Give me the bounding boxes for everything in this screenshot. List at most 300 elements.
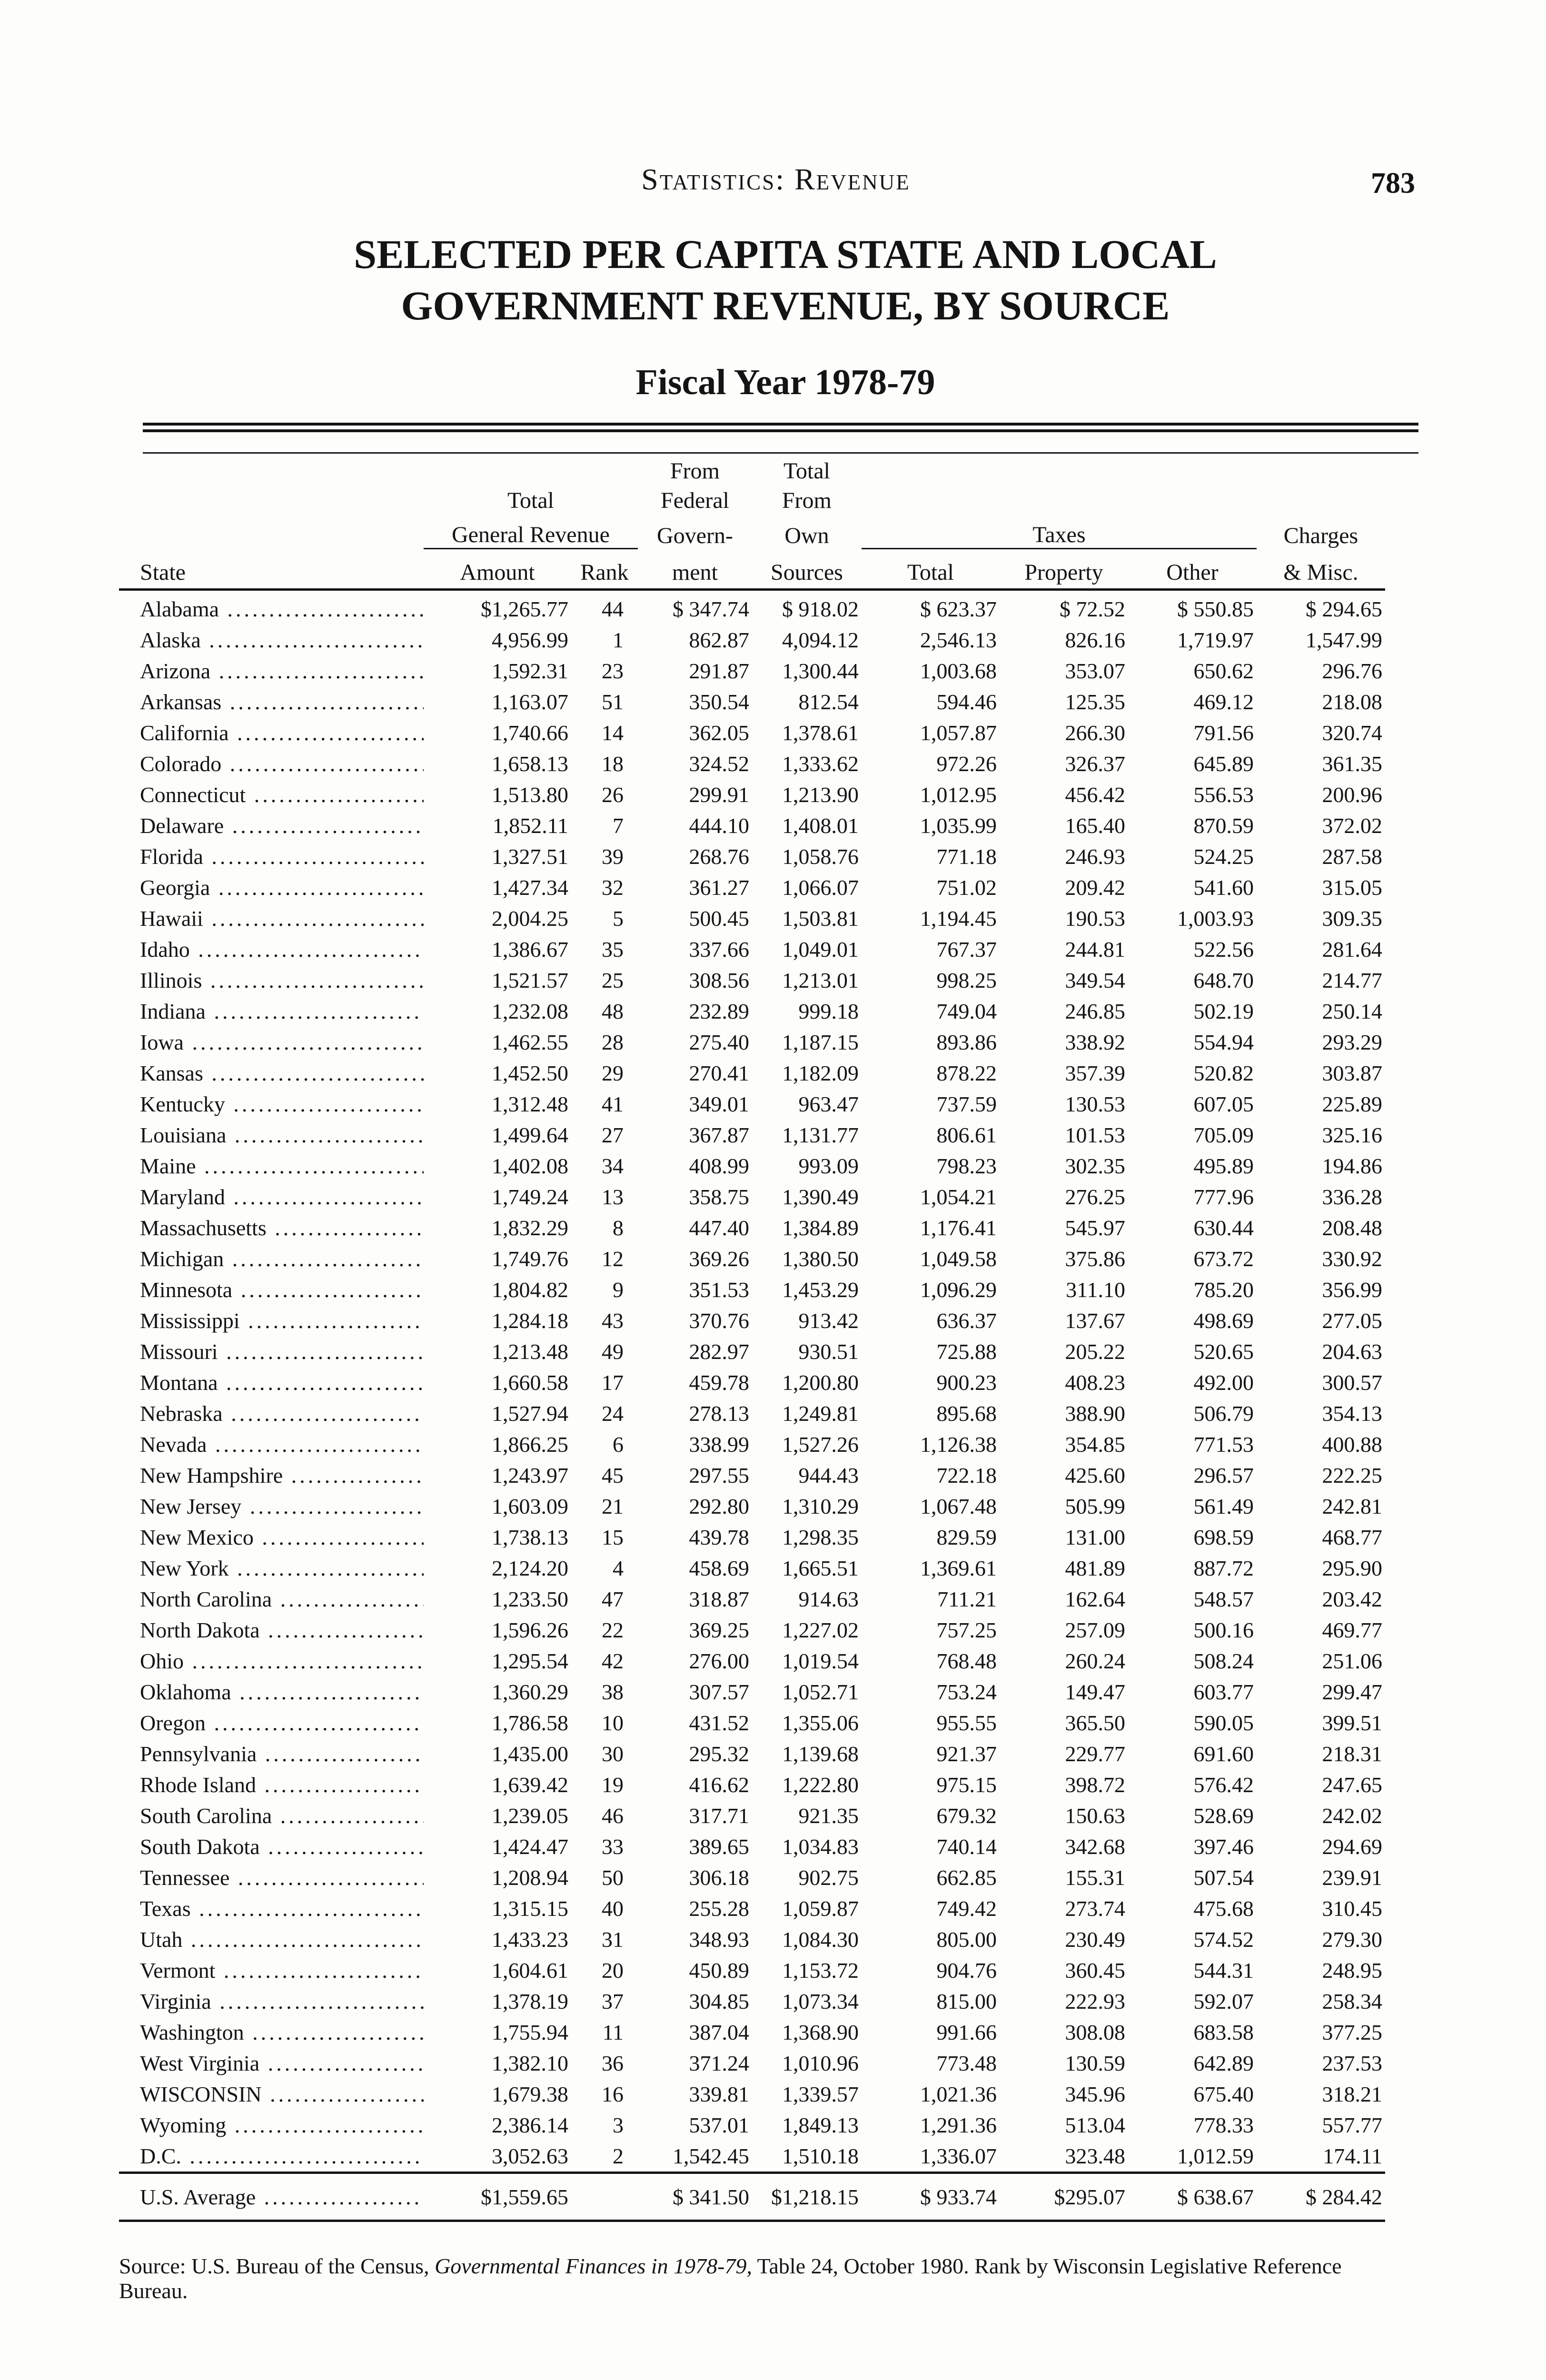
own-sources-cell: 1,453.29 bbox=[782, 1278, 859, 1302]
own-sources-cell: 999.18 bbox=[798, 999, 859, 1023]
table-row bbox=[119, 1058, 1385, 1089]
amount-cell: 1,382.10 bbox=[492, 2051, 568, 2075]
amount-cell: 1,378.19 bbox=[492, 1989, 568, 2013]
taxes-other-cell: 397.46 bbox=[1193, 1835, 1254, 1859]
taxes-other-cell: 648.70 bbox=[1193, 968, 1254, 992]
table-row bbox=[119, 1212, 1385, 1243]
rank-cell: 36 bbox=[602, 2051, 624, 2075]
rank-cell: 40 bbox=[602, 1896, 624, 1921]
federal-cell: 431.52 bbox=[689, 1711, 749, 1735]
amount-cell: 1,658.13 bbox=[492, 752, 568, 776]
charges-cell: 242.81 bbox=[1322, 1494, 1382, 1518]
taxes-total-cell: 725.88 bbox=[936, 1339, 997, 1364]
amount-cell: 1,513.80 bbox=[492, 783, 568, 807]
taxes-property-cell: 101.53 bbox=[1065, 1123, 1125, 1147]
own-sources-cell: 1,849.13 bbox=[782, 2113, 859, 2137]
own-sources-cell: 1,368.90 bbox=[782, 2020, 859, 2044]
own-sources-cell: 1,510.18 bbox=[782, 2144, 859, 2168]
rank-cell: 31 bbox=[602, 1927, 624, 1952]
own-sources-cell: 1,384.89 bbox=[782, 1216, 859, 1240]
federal-cell: 324.52 bbox=[689, 752, 749, 776]
taxes-property-cell: 260.24 bbox=[1065, 1649, 1125, 1673]
charges-cell: 247.65 bbox=[1322, 1773, 1382, 1797]
taxes-total-cell: 1,054.21 bbox=[920, 1185, 997, 1209]
taxes-property-cell: 326.37 bbox=[1065, 752, 1125, 776]
page-title bbox=[267, 228, 1304, 331]
state-name: WISCONSIN ..... bbox=[119, 2079, 424, 2110]
charges-cell: 330.92 bbox=[1322, 1247, 1382, 1271]
taxes-other-cell: 870.59 bbox=[1193, 813, 1254, 838]
table-row bbox=[119, 1738, 1385, 1769]
taxes-other-cell: 1,719.97 bbox=[1177, 628, 1254, 652]
state-name: Texas ..... bbox=[119, 1893, 424, 1924]
table-row bbox=[119, 1243, 1385, 1274]
taxes-total-cell: 1,012.95 bbox=[920, 783, 997, 807]
own-sources-cell: 914.63 bbox=[798, 1587, 859, 1611]
table-row bbox=[119, 2048, 1385, 2079]
federal-cell: 304.85 bbox=[689, 1989, 749, 2013]
col-charges-l1: Charges bbox=[1283, 523, 1358, 548]
own-sources-cell: 930.51 bbox=[798, 1339, 859, 1364]
table-row bbox=[119, 1553, 1385, 1584]
rank-cell: 14 bbox=[602, 721, 624, 745]
charges-cell: 468.77 bbox=[1322, 1525, 1382, 1549]
taxes-property-cell: 130.53 bbox=[1065, 1092, 1125, 1116]
taxes-property-cell: 276.25 bbox=[1065, 1185, 1125, 1209]
rank-cell: 13 bbox=[602, 1185, 624, 1209]
rank-cell: 34 bbox=[602, 1154, 624, 1178]
federal-cell: 275.40 bbox=[689, 1030, 749, 1054]
federal-cell: 458.69 bbox=[689, 1556, 749, 1580]
taxes-total-cell: 711.21 bbox=[937, 1587, 997, 1611]
taxes-property-cell: 349.54 bbox=[1065, 968, 1125, 992]
avg-own-sources-cell: $1,218.15 bbox=[752, 2173, 862, 2221]
col-charges-l2: & Misc. bbox=[1257, 549, 1385, 590]
taxes-property-cell: 408.23 bbox=[1065, 1370, 1125, 1395]
taxes-other-cell: 574.52 bbox=[1193, 1927, 1254, 1952]
rank-cell: 26 bbox=[602, 783, 624, 807]
own-sources-cell: 1,298.35 bbox=[782, 1525, 859, 1549]
charges-cell: 277.05 bbox=[1322, 1309, 1382, 1333]
own-sources-cell: 1,139.68 bbox=[782, 1742, 859, 1766]
state-name: New York ..... bbox=[119, 1553, 424, 1584]
table-row bbox=[119, 1491, 1385, 1522]
taxes-total-cell: 751.02 bbox=[936, 875, 997, 900]
taxes-other-cell: 528.69 bbox=[1193, 1804, 1254, 1828]
own-sources-cell: 1,213.90 bbox=[782, 783, 859, 807]
state-name: Nebraska ..... bbox=[119, 1398, 424, 1429]
taxes-property-cell: 375.86 bbox=[1065, 1247, 1125, 1271]
taxes-total-cell: 900.23 bbox=[936, 1370, 997, 1395]
taxes-property-cell: 246.85 bbox=[1065, 999, 1125, 1023]
charges-cell: 294.69 bbox=[1322, 1835, 1382, 1859]
state-name: D.C. ..... bbox=[119, 2141, 424, 2173]
charges-cell: 315.05 bbox=[1322, 875, 1382, 900]
own-sources-cell: 1,131.77 bbox=[782, 1123, 859, 1147]
rank-cell: 18 bbox=[602, 752, 624, 776]
federal-cell: $ 347.74 bbox=[673, 597, 749, 621]
table-row bbox=[119, 779, 1385, 810]
taxes-other-cell: 777.96 bbox=[1193, 1185, 1254, 1209]
table-row bbox=[119, 1460, 1385, 1491]
rank-cell: 9 bbox=[613, 1278, 624, 1302]
state-name: New Mexico ..... bbox=[119, 1522, 424, 1553]
avg-taxes-other-cell: $ 638.67 bbox=[1128, 2173, 1257, 2221]
rank-cell: 42 bbox=[602, 1649, 624, 1673]
fiscal-year-subtitle: Fiscal Year 1978-79 bbox=[635, 362, 935, 402]
source-publication: Governmental Finances in 1978-79, bbox=[435, 2254, 752, 2278]
table-row bbox=[119, 1429, 1385, 1460]
state-name: Utah ..... bbox=[119, 1924, 424, 1955]
rank-cell: 6 bbox=[613, 1432, 624, 1457]
federal-cell: 537.01 bbox=[689, 2113, 749, 2137]
taxes-total-cell: 1,067.48 bbox=[920, 1494, 997, 1518]
rank-cell: 19 bbox=[602, 1773, 624, 1797]
col-federal-l2: Federal bbox=[661, 488, 729, 513]
state-name: Alabama ..... bbox=[119, 590, 424, 625]
state-name: Pennsylvania ..... bbox=[119, 1738, 424, 1769]
own-sources-cell: 913.42 bbox=[798, 1309, 859, 1333]
taxes-property-cell: 266.30 bbox=[1065, 721, 1125, 745]
charges-cell: 361.35 bbox=[1322, 752, 1382, 776]
amount-cell: 1,163.07 bbox=[492, 690, 568, 714]
col-total-general-l1: Total bbox=[507, 488, 554, 513]
federal-cell: 367.87 bbox=[689, 1123, 749, 1147]
taxes-total-cell: 991.66 bbox=[936, 2020, 997, 2044]
taxes-property-cell: 149.47 bbox=[1065, 1680, 1125, 1704]
amount-cell: 1,832.29 bbox=[492, 1216, 568, 1240]
charges-cell: 469.77 bbox=[1322, 1618, 1382, 1642]
charges-cell: 258.34 bbox=[1322, 1989, 1382, 2013]
table-row bbox=[119, 655, 1385, 686]
own-sources-cell: 1,010.96 bbox=[782, 2051, 859, 2075]
rank-cell: 27 bbox=[602, 1123, 624, 1147]
rank-cell: 50 bbox=[602, 1865, 624, 1890]
taxes-property-cell: 357.39 bbox=[1065, 1061, 1125, 1085]
state-name: Indiana ..... bbox=[119, 996, 424, 1027]
amount-cell: 1,660.58 bbox=[492, 1370, 568, 1395]
federal-cell: 306.18 bbox=[689, 1865, 749, 1890]
amount-cell: 1,312.48 bbox=[492, 1092, 568, 1116]
taxes-total-cell: 749.42 bbox=[936, 1896, 997, 1921]
taxes-property-cell: 131.00 bbox=[1065, 1525, 1125, 1549]
rank-cell: 21 bbox=[602, 1494, 624, 1518]
rank-cell: 10 bbox=[602, 1711, 624, 1735]
taxes-total-cell: 1,049.58 bbox=[920, 1247, 997, 1271]
taxes-property-cell: 360.45 bbox=[1065, 1958, 1125, 1983]
taxes-total-cell: 1,057.87 bbox=[920, 721, 997, 745]
taxes-property-cell: 257.09 bbox=[1065, 1618, 1125, 1642]
federal-cell: 362.05 bbox=[689, 721, 749, 745]
col-own-l2: From bbox=[782, 488, 832, 513]
taxes-other-cell: 675.40 bbox=[1193, 2082, 1254, 2106]
taxes-other-cell: 698.59 bbox=[1193, 1525, 1254, 1549]
amount-cell: 1,639.42 bbox=[492, 1773, 568, 1797]
taxes-other-cell: 705.09 bbox=[1193, 1123, 1254, 1147]
charges-cell: 372.02 bbox=[1322, 813, 1382, 838]
charges-cell: 242.02 bbox=[1322, 1804, 1382, 1828]
charges-cell: 174.11 bbox=[1323, 2144, 1382, 2168]
charges-cell: 200.96 bbox=[1322, 783, 1382, 807]
taxes-other-cell: 498.69 bbox=[1193, 1309, 1254, 1333]
charges-cell: 293.29 bbox=[1322, 1030, 1382, 1054]
own-sources-cell: 1,153.72 bbox=[782, 1958, 859, 1983]
taxes-other-cell: 556.53 bbox=[1193, 783, 1254, 807]
taxes-total-cell: 771.18 bbox=[936, 844, 997, 869]
federal-cell: 447.40 bbox=[689, 1216, 749, 1240]
source-suffix: Table 24, October 1980. Rank by Wisconsin Legislative Reference Bureau. bbox=[119, 2254, 1342, 2303]
taxes-property-cell: 229.77 bbox=[1065, 1742, 1125, 1766]
own-sources-cell: 1,339.57 bbox=[782, 2082, 859, 2106]
charges-cell: 1,547.99 bbox=[1306, 628, 1382, 652]
taxes-total-cell: 737.59 bbox=[936, 1092, 997, 1116]
charges-cell: 557.77 bbox=[1322, 2113, 1382, 2137]
taxes-other-cell: 296.57 bbox=[1193, 1463, 1254, 1488]
federal-cell: 862.87 bbox=[689, 628, 749, 652]
table-row bbox=[119, 1150, 1385, 1181]
own-sources-cell: 1,300.44 bbox=[782, 659, 859, 683]
amount-cell: 1,208.94 bbox=[492, 1865, 568, 1890]
table-row bbox=[119, 1800, 1385, 1831]
own-sources-cell: 1,527.26 bbox=[782, 1432, 859, 1457]
amount-cell: 1,295.54 bbox=[492, 1649, 568, 1673]
state-name: Mississippi ..... bbox=[119, 1305, 424, 1336]
charges-cell: 354.13 bbox=[1322, 1401, 1382, 1426]
avg-taxes-total-cell: $ 933.74 bbox=[862, 2173, 1000, 2221]
taxes-property-cell: 205.22 bbox=[1065, 1339, 1125, 1364]
taxes-total-cell: 767.37 bbox=[936, 937, 997, 962]
amount-cell: $1,265.77 bbox=[481, 597, 568, 621]
amount-cell: 1,521.57 bbox=[492, 968, 568, 992]
rank-cell: 44 bbox=[602, 597, 624, 621]
own-sources-cell: 1,049.01 bbox=[782, 937, 859, 962]
taxes-other-cell: 506.79 bbox=[1193, 1401, 1254, 1426]
charges-cell: 218.31 bbox=[1322, 1742, 1382, 1766]
state-name: Louisiana ..... bbox=[119, 1120, 424, 1150]
state-name: Alaska ..... bbox=[119, 625, 424, 655]
federal-cell: 308.56 bbox=[689, 968, 749, 992]
federal-cell: 338.99 bbox=[689, 1432, 749, 1457]
rank-cell: 20 bbox=[602, 1958, 624, 1983]
taxes-property-cell: 311.10 bbox=[1066, 1278, 1125, 1302]
taxes-property-cell: 354.85 bbox=[1065, 1432, 1125, 1457]
taxes-property-cell: 165.40 bbox=[1065, 813, 1125, 838]
table-row bbox=[119, 1862, 1385, 1893]
col-own-l4: Sources bbox=[752, 549, 862, 590]
revenue-table bbox=[119, 455, 1385, 2222]
rank-cell: 23 bbox=[602, 659, 624, 683]
table-row bbox=[119, 1584, 1385, 1615]
own-sources-cell: 1,066.07 bbox=[782, 875, 859, 900]
rank-cell: 17 bbox=[602, 1370, 624, 1395]
amount-cell: 1,243.97 bbox=[492, 1463, 568, 1488]
federal-cell: 450.89 bbox=[689, 1958, 749, 1983]
taxes-other-cell: 630.44 bbox=[1193, 1216, 1254, 1240]
state-name: Georgia ..... bbox=[119, 872, 424, 903]
taxes-property-cell: 425.60 bbox=[1065, 1463, 1125, 1488]
federal-cell: 318.87 bbox=[689, 1587, 749, 1611]
taxes-total-cell: 805.00 bbox=[936, 1927, 997, 1952]
own-sources-cell: 4,094.12 bbox=[782, 628, 859, 652]
state-name: Nevada ..... bbox=[119, 1429, 424, 1460]
taxes-total-cell: 753.24 bbox=[936, 1680, 997, 1704]
amount-cell: 1,596.26 bbox=[492, 1618, 568, 1642]
taxes-total-cell: 1,021.36 bbox=[920, 2082, 997, 2106]
taxes-other-cell: 522.56 bbox=[1193, 937, 1254, 962]
taxes-property-cell: 398.72 bbox=[1065, 1773, 1125, 1797]
col-own-l1: Total bbox=[783, 458, 830, 484]
charges-cell: 204.63 bbox=[1322, 1339, 1382, 1364]
own-sources-cell: 1,227.02 bbox=[782, 1618, 859, 1642]
header-rule bbox=[143, 452, 1418, 454]
taxes-total-cell: 1,176.41 bbox=[920, 1216, 997, 1240]
running-head: Statistics: Revenue bbox=[641, 162, 911, 196]
taxes-total-cell: 1,035.99 bbox=[920, 813, 997, 838]
us-average-row bbox=[119, 2173, 1385, 2221]
table-row bbox=[119, 1893, 1385, 1924]
table-row bbox=[119, 903, 1385, 934]
taxes-property-cell: 545.97 bbox=[1065, 1216, 1125, 1240]
taxes-total-cell: 998.25 bbox=[936, 968, 997, 992]
state-name: Colorado ..... bbox=[119, 748, 424, 779]
state-name: West Virginia ..... bbox=[119, 2048, 424, 2079]
title-line-2: GOVERNMENT REVENUE, BY SOURCE bbox=[401, 283, 1170, 328]
own-sources-cell: 1,084.30 bbox=[782, 1927, 859, 1952]
amount-cell: 1,424.47 bbox=[492, 1835, 568, 1859]
rank-cell: 46 bbox=[602, 1804, 624, 1828]
taxes-total-cell: 749.04 bbox=[936, 999, 997, 1023]
col-federal-l3: Govern- bbox=[657, 523, 733, 548]
own-sources-cell: 1,503.81 bbox=[782, 906, 859, 931]
col-own-l3: Own bbox=[784, 523, 829, 548]
table-row bbox=[119, 1398, 1385, 1429]
amount-cell: 1,755.94 bbox=[492, 2020, 568, 2044]
table-row bbox=[119, 1089, 1385, 1120]
avg-amount-cell: $1,559.65 bbox=[424, 2173, 571, 2221]
charges-cell: 303.87 bbox=[1322, 1061, 1382, 1085]
federal-cell: 371.24 bbox=[689, 2051, 749, 2075]
federal-cell: 297.55 bbox=[689, 1463, 749, 1488]
amount-cell: 1,435.00 bbox=[492, 1742, 568, 1766]
federal-cell: 317.71 bbox=[689, 1804, 749, 1828]
federal-cell: 350.54 bbox=[689, 690, 749, 714]
charges-cell: 250.14 bbox=[1322, 999, 1382, 1023]
state-name: Ohio ..... bbox=[119, 1646, 424, 1676]
taxes-property-cell: 155.31 bbox=[1065, 1865, 1125, 1890]
charges-cell: $ 294.65 bbox=[1306, 597, 1382, 621]
charges-cell: 194.86 bbox=[1322, 1154, 1382, 1178]
taxes-property-cell: 162.64 bbox=[1065, 1587, 1125, 1611]
federal-cell: 339.81 bbox=[689, 2082, 749, 2106]
state-name: Wyoming ..... bbox=[119, 2110, 424, 2141]
taxes-other-cell: 561.49 bbox=[1193, 1494, 1254, 1518]
taxes-property-cell: 273.74 bbox=[1065, 1896, 1125, 1921]
table-row bbox=[119, 810, 1385, 841]
table-row bbox=[119, 1522, 1385, 1553]
table-row bbox=[119, 717, 1385, 748]
rank-cell: 1 bbox=[613, 628, 624, 652]
table-row bbox=[119, 1924, 1385, 1955]
own-sources-cell: 1,213.01 bbox=[782, 968, 859, 992]
rank-cell: 2 bbox=[613, 2144, 624, 2168]
federal-cell: 307.57 bbox=[689, 1680, 749, 1704]
state-name: Vermont ..... bbox=[119, 1955, 424, 1986]
taxes-other-cell: 544.31 bbox=[1193, 1958, 1254, 1983]
col-federal-l4: ment bbox=[638, 549, 752, 590]
taxes-other-cell: 520.82 bbox=[1193, 1061, 1254, 1085]
taxes-total-cell: 815.00 bbox=[936, 1989, 997, 2013]
amount-cell: 1,527.94 bbox=[492, 1401, 568, 1426]
charges-cell: 300.57 bbox=[1322, 1370, 1382, 1395]
table-row bbox=[119, 590, 1385, 625]
taxes-other-cell: 650.62 bbox=[1193, 659, 1254, 683]
federal-cell: 370.76 bbox=[689, 1309, 749, 1333]
taxes-property-cell: 150.63 bbox=[1065, 1804, 1125, 1828]
own-sources-cell: 1,187.15 bbox=[782, 1030, 859, 1054]
state-name: North Carolina ..... bbox=[119, 1584, 424, 1615]
amount-cell: 1,740.66 bbox=[492, 721, 568, 745]
taxes-property-cell: 505.99 bbox=[1065, 1494, 1125, 1518]
col-total-general-l2: General Revenue bbox=[424, 514, 638, 549]
table-row bbox=[119, 1367, 1385, 1398]
col-federal-l1: From bbox=[670, 458, 720, 484]
rank-cell: 39 bbox=[602, 844, 624, 869]
table-row bbox=[119, 2110, 1385, 2141]
amount-cell: 1,232.08 bbox=[492, 999, 568, 1023]
federal-cell: 232.89 bbox=[689, 999, 749, 1023]
taxes-other-cell: 590.05 bbox=[1193, 1711, 1254, 1735]
taxes-other-cell: 576.42 bbox=[1193, 1773, 1254, 1797]
taxes-other-cell: 500.16 bbox=[1193, 1618, 1254, 1642]
own-sources-cell: 1,222.80 bbox=[782, 1773, 859, 1797]
taxes-property-cell: 137.67 bbox=[1065, 1309, 1125, 1333]
federal-cell: 416.62 bbox=[689, 1773, 749, 1797]
federal-cell: 349.01 bbox=[689, 1092, 749, 1116]
rank-cell: 51 bbox=[602, 690, 624, 714]
own-sources-cell: 1,034.83 bbox=[782, 1835, 859, 1859]
state-name: North Dakota ..... bbox=[119, 1615, 424, 1646]
rank-cell: 49 bbox=[602, 1339, 624, 1364]
taxes-total-cell: 757.25 bbox=[936, 1618, 997, 1642]
federal-cell: 268.76 bbox=[689, 844, 749, 869]
taxes-property-cell: 308.08 bbox=[1065, 2020, 1125, 2044]
charges-cell: 325.16 bbox=[1322, 1123, 1382, 1147]
own-sources-cell: 993.09 bbox=[798, 1154, 859, 1178]
federal-cell: 1,542.45 bbox=[673, 2144, 749, 2168]
charges-cell: 251.06 bbox=[1322, 1649, 1382, 1673]
federal-cell: 389.65 bbox=[689, 1835, 749, 1859]
amount-cell: 1,360.29 bbox=[492, 1680, 568, 1704]
rank-cell: 3 bbox=[613, 2113, 624, 2137]
taxes-other-cell: 607.05 bbox=[1193, 1092, 1254, 1116]
taxes-total-cell: 806.61 bbox=[936, 1123, 997, 1147]
charges-cell: 222.25 bbox=[1322, 1463, 1382, 1488]
taxes-other-cell: 492.00 bbox=[1193, 1370, 1254, 1395]
state-name: Kentucky ..... bbox=[119, 1089, 424, 1120]
rank-cell: 38 bbox=[602, 1680, 624, 1704]
federal-cell: 351.53 bbox=[689, 1278, 749, 1302]
own-sources-cell: $ 918.02 bbox=[782, 597, 859, 621]
taxes-other-cell: 1,012.59 bbox=[1177, 2144, 1254, 2168]
charges-cell: 399.51 bbox=[1322, 1711, 1382, 1735]
charges-cell: 377.25 bbox=[1322, 2020, 1382, 2044]
amount-cell: 1,592.31 bbox=[492, 659, 568, 683]
amount-cell: 1,499.64 bbox=[492, 1123, 568, 1147]
col-taxes-total: Total bbox=[862, 549, 1000, 590]
own-sources-cell: 1,200.80 bbox=[782, 1370, 859, 1395]
taxes-other-cell: $ 550.85 bbox=[1177, 597, 1254, 621]
rank-cell: 37 bbox=[602, 1989, 624, 2013]
